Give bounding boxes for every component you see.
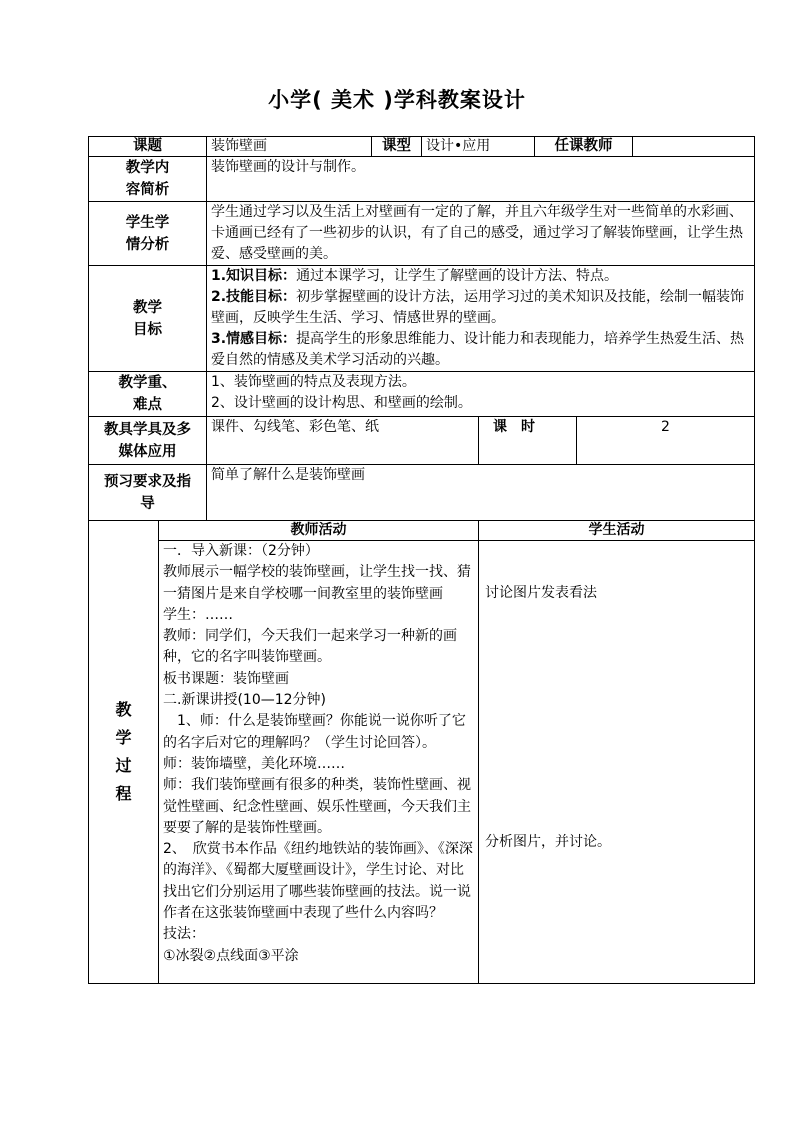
key-points-label-line1: 教学重、 xyxy=(118,375,177,391)
tools-row xyxy=(89,417,755,465)
student-activity-note: 讨论图片发表看法 xyxy=(485,585,597,601)
key-points-label xyxy=(89,372,207,417)
objective-item xyxy=(211,287,750,329)
student-activity xyxy=(479,541,755,984)
teacher-activity-line: 教师展示一幅学校的装饰壁画，让学生找一找、猜一猜图片是来自学校哪一间教室里的装饰壁画 xyxy=(163,564,471,602)
type-label: 课型 xyxy=(372,137,422,157)
student-analysis-text: 学生通过学习以及生活上对壁画有一定的了解，并且六年级学生对一些简单的水彩画、卡通画已经有了一些初步的认识，有了自己的感受，通过学习了解装饰壁画，让学生热爱、感受壁画的美。 xyxy=(207,202,755,266)
teacher-activity-line: 二.新课讲授(10—12分钟) xyxy=(163,692,327,709)
teacher-activity-line: 技法： xyxy=(163,926,205,943)
tools-label xyxy=(89,417,207,465)
teacher-activity xyxy=(159,541,479,984)
topic-value: 装饰壁画 xyxy=(207,137,372,157)
objective-head: 1.知识目标： xyxy=(211,268,297,284)
teacher-activity-line: 板书课题：装饰壁画 xyxy=(163,670,289,687)
topic-label: 课题 xyxy=(89,137,207,157)
content-summary-label xyxy=(89,157,207,202)
objective-head: 3.情感目标： xyxy=(211,331,297,347)
objective-item xyxy=(211,329,750,371)
content-summary-label-line2: 容简析 xyxy=(125,182,170,198)
key-points-row xyxy=(89,372,755,417)
objective-text: 初步掌握壁画的设计方法，运用学习过的美术知识及技能，绘制一幅装饰壁画，反映学生生活、学习、情感世界的壁画。 xyxy=(211,289,745,326)
process-label-char: 教 xyxy=(115,700,132,719)
header-row xyxy=(89,137,755,157)
process-header-row xyxy=(89,521,755,541)
content-summary-text: 装饰壁画的设计与制作。 xyxy=(207,157,755,202)
lesson-plan-table xyxy=(88,136,755,984)
teacher-label: 任课教师 xyxy=(535,137,633,157)
teacher-activity-line: 师：我们装饰壁画有很多的种类，装饰性壁画、视觉性壁画、纪念性壁画、娱乐性壁画，今天我们主要要了解的是装饰性壁画。 xyxy=(163,777,471,836)
objective-item xyxy=(211,266,750,287)
key-points-list xyxy=(207,372,755,417)
key-point-item: 1、装饰壁画的特点及表现方法。 xyxy=(211,374,416,390)
preview-label-line2: 导 xyxy=(140,495,155,512)
process-label-char: 过 xyxy=(115,756,132,775)
teacher-activity-line: 师：装饰墙壁，美化环境…… xyxy=(163,755,345,772)
objectives-row xyxy=(89,266,755,372)
objective-head: 2.技能目标： xyxy=(211,289,297,305)
hours-label: 课 时 xyxy=(479,417,577,465)
teacher-activity-line: 教师：同学们，今天我们一起来学习一种新的画种，它的名字叫装饰壁画。 xyxy=(163,628,457,666)
objectives-label xyxy=(89,266,207,372)
teacher-activity-line: ①冰裂②点线面③平涂 xyxy=(163,947,299,964)
objectives-list xyxy=(207,266,755,372)
student-analysis-label-line1: 学生学 xyxy=(125,214,170,231)
preview-text: 简单了解什么是装饰壁画 xyxy=(207,465,755,521)
teacher-activity-line: 学生：…… xyxy=(163,606,233,623)
teacher-activity-header: 教师活动 xyxy=(159,521,479,541)
tools-label-line1: 教具学具及多 xyxy=(104,421,191,438)
student-analysis-label-line2: 情分析 xyxy=(125,236,170,253)
page-title: 小学( 美术 )学科教案设计 xyxy=(268,88,526,112)
teacher-activity-line: 2、 欣赏书本作品《纽约地铁站的装饰画》、《深深的海洋》、《蜀都大厦壁画设计》，学生讨论、对比找出它们分别运用了哪些装饰壁画的技法。说一说作者在这张装饰壁画中表现了些什么内容吗？ xyxy=(163,841,473,922)
objective-text: 通过本课学习，让学生了解壁画的设计方法、特点。 xyxy=(296,268,619,284)
key-points-label-line2: 难点 xyxy=(133,397,162,413)
student-activity-header: 学生活动 xyxy=(479,521,755,541)
preview-label xyxy=(89,465,207,521)
tools-label-line2: 媒体应用 xyxy=(118,443,177,460)
student-analysis-row xyxy=(89,202,755,266)
content-summary-label-line1: 教学内 xyxy=(125,160,170,176)
process-label-char: 学 xyxy=(115,728,132,747)
process-label xyxy=(89,521,159,984)
student-analysis-label xyxy=(89,202,207,266)
teacher-activity-line: 1、师：什么是装饰壁画？你能说一说你听了它的名字后对它的理解吗？（学生讨论回答）。 xyxy=(163,713,466,751)
student-activity-note: 分析图片，并讨论。 xyxy=(485,834,611,850)
tools-text: 课件、勾线笔、彩色笔、纸 xyxy=(207,417,479,465)
process-label-char: 程 xyxy=(115,784,132,803)
content-summary-row xyxy=(89,157,755,202)
teacher-activity-line: 一．导入新课：（2分钟） xyxy=(163,543,319,559)
objectives-label-line2: 目标 xyxy=(133,321,162,338)
hours-value: 2 xyxy=(577,417,755,465)
objectives-label-line1: 教学 xyxy=(133,299,162,316)
preview-label-line1: 预习要求及指 xyxy=(104,473,191,490)
teacher-value xyxy=(633,137,755,157)
process-body-row xyxy=(89,541,755,984)
preview-row xyxy=(89,465,755,521)
objective-text: 提高学生的形象思维能力、设计能力和表现能力，培养学生热爱生活、热爱自然的情感及美术学习活动的兴趣。 xyxy=(211,331,745,368)
type-value: 设计•应用 xyxy=(422,137,535,157)
key-point-item: 2、设计壁画的设计构思、和壁画的绘制。 xyxy=(211,395,472,411)
